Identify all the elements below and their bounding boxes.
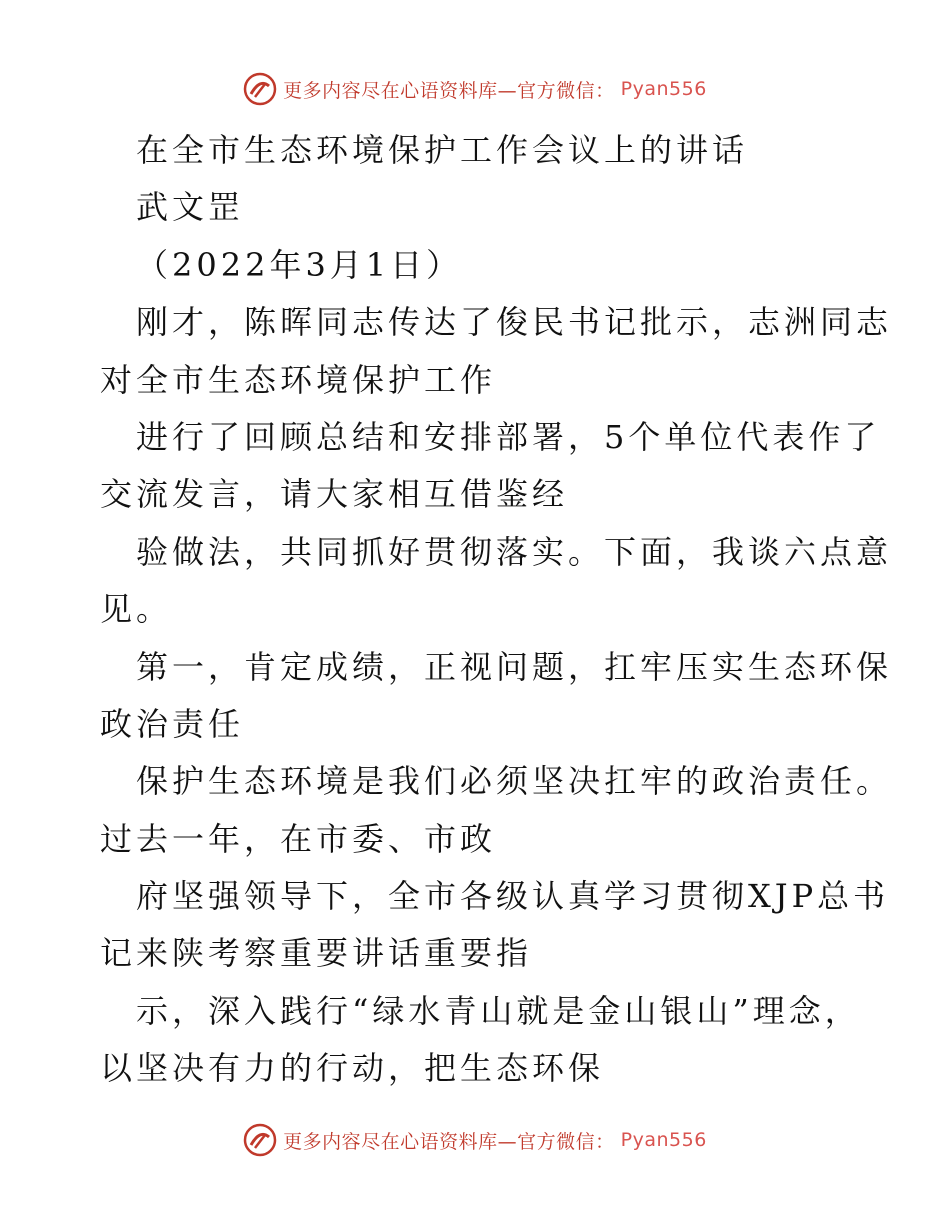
text-line: 政治责任	[100, 704, 245, 743]
text-line: （2022年3月1日）	[136, 245, 463, 284]
text-line: 对全市生态环境保护工作	[100, 360, 497, 399]
text-line: 在全市生态环境保护工作会议上的讲话	[136, 131, 749, 169]
text-line: 记来陕考察重要讲话重要指	[100, 934, 533, 973]
text-line: 第一，肯定成绩，正视问题，扛牢压实生态环保	[136, 647, 893, 686]
text-line: 过去一年，在市委、市政	[100, 819, 497, 858]
header-banner	[0, 72, 950, 106]
footer-banner	[0, 1123, 950, 1157]
text-line: 见。	[100, 590, 173, 629]
text-line: 以坚决有力的行动，把生态环保	[100, 1049, 605, 1088]
brand-logo-icon	[243, 72, 277, 106]
document-body	[100, 122, 893, 1098]
header-banner-wechat: Pyan556	[620, 78, 707, 100]
text-line: 府坚强领导下，全市各级认真学习贯彻XJP总书	[136, 877, 890, 916]
footer-banner-wechat: Pyan556	[620, 1129, 707, 1151]
text-line: 保护生态环境是我们必须坚决扛牢的政治责任。	[136, 762, 893, 801]
text-line: 示，深入践行“绿水青山就是金山银山”理念，	[136, 991, 861, 1030]
text-line: 武文罡	[136, 188, 245, 227]
brand-logo-icon	[243, 1123, 277, 1157]
text-line: 刚才，陈晖同志传达了俊民书记批示，志洲同志	[136, 303, 893, 342]
footer-banner-text: 更多内容尽在心语资料库—官方微信：	[283, 1130, 615, 1153]
text-line: 交流发言，请大家相互借鉴经	[100, 475, 569, 514]
text-line: 进行了回顾总结和安排部署，5个单位代表作了	[136, 417, 881, 456]
text-line: 验做法，共同抓好贯彻落实。下面，我谈六点意	[136, 532, 893, 571]
header-banner-text: 更多内容尽在心语资料库—官方微信：	[283, 79, 615, 102]
